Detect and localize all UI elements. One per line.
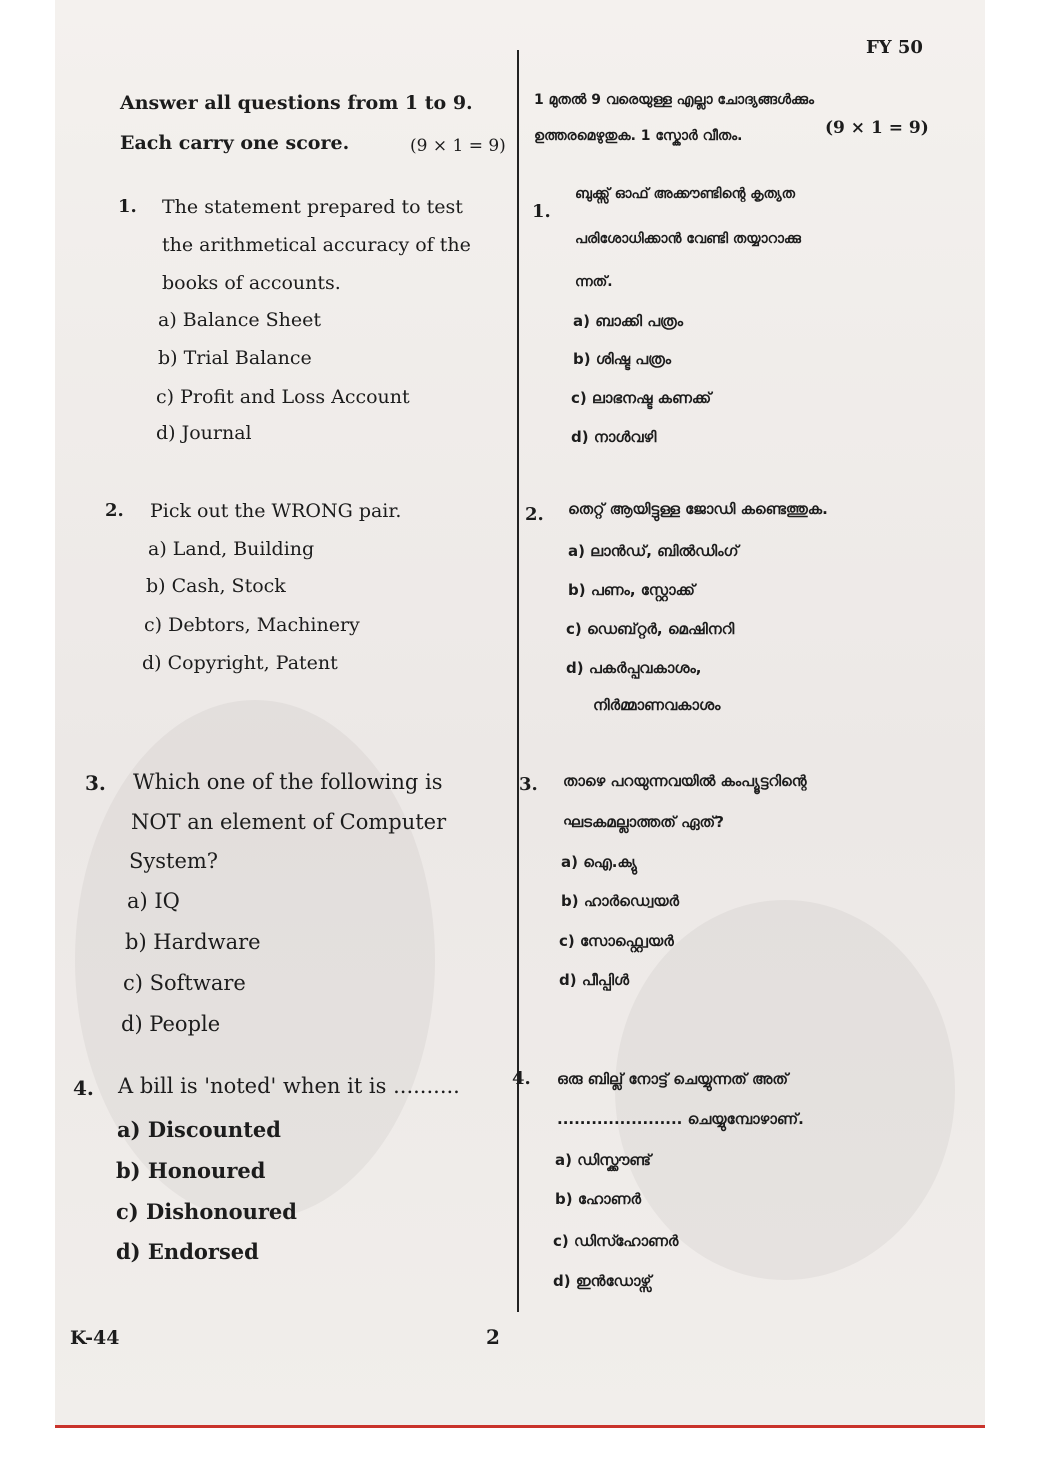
option: b) ശിഷ്ട പത്രം (573, 350, 672, 368)
question-text: A bill is 'noted' when it is .......... (118, 1074, 460, 1098)
question-text: Pick out the WRONG pair. (150, 500, 402, 522)
option: d) Journal (156, 422, 252, 444)
option: c) ഡെബ്റ്റർ, മെഷിനറി (566, 620, 735, 638)
question-text: ഘടകമല്ലാത്തത് ഏത്? (563, 813, 724, 831)
option: c) ഡിസ്ഹോണർ (553, 1232, 679, 1250)
question-text: The statement prepared to test (162, 196, 463, 218)
option: b) Hardware (125, 930, 261, 954)
question-number: 1. (532, 201, 551, 222)
column-divider (517, 50, 519, 1312)
question-number: 2. (105, 500, 124, 521)
option-continuation: നിർമ്മാണവകാശം (593, 696, 721, 714)
question-number: 2. (525, 504, 544, 525)
option: a) ഐ.ക്യു (561, 853, 637, 871)
option: b) പണം, സ്റ്റോക്ക് (568, 581, 695, 599)
option: b) ഹാർഡ്വെയർ (561, 892, 680, 910)
option: c) ലാഭനഷ്ട കണക്ക് (571, 389, 712, 407)
option: d) People (121, 1012, 221, 1036)
option: b) Trial Balance (158, 347, 312, 369)
question-number: 1. (118, 196, 137, 217)
question-text: NOT an element of Computer (131, 810, 447, 834)
option: c) സോഫ്റ്റ്വെയർ (559, 932, 674, 950)
option: b) Cash, Stock (146, 575, 286, 597)
question-text: ന്നത്. (575, 274, 613, 290)
question-text: ബുക്ക്സ് ഓഫ് അക്കൗണ്ടിന്റെ കൃത്യത (575, 186, 795, 202)
option: d) ഇൻഡോഴ്സ് (553, 1272, 652, 1290)
option: a) ഡിസ്ക്കൗണ്ട് (555, 1151, 651, 1169)
option: b) ഹോണർ (555, 1190, 642, 1208)
option: c) Profit and Loss Account (156, 386, 410, 408)
question-text: തെറ്റ് ആയിട്ടുള്ള ജോഡി കണ്ടെത്തുക. (568, 500, 828, 518)
instruction-en-line2: Each carry one score. (120, 132, 350, 154)
option: d) Copyright, Patent (142, 652, 338, 674)
instruction-ml-line2: ഉത്തരമെഴുതുക. 1 സ്കോർ വീതം. (534, 128, 743, 144)
option: d) Endorsed (116, 1239, 259, 1264)
page-number: 2 (486, 1325, 500, 1349)
option: b) Honoured (116, 1158, 266, 1183)
option: c) Debtors, Machinery (144, 614, 360, 636)
question-text: ...................... ചെയ്യുമ്പോഴാണ്. (557, 1110, 804, 1128)
option: d) പകർപ്പവകാശം, (566, 659, 702, 677)
option: a) Land, Building (148, 538, 315, 560)
instruction-en-score: (9 × 1 = 9) (410, 136, 506, 156)
option: a) ബാക്കി പത്രം (573, 312, 683, 330)
paper-smudge (615, 900, 955, 1280)
instruction-ml-score: (9 × 1 = 9) (825, 118, 929, 138)
instruction-en-line1: Answer all questions from 1 to 9. (120, 92, 473, 114)
question-text: താഴെ പറയുന്നവയിൽ കംപ്യൂട്ടറിന്റെ (563, 772, 807, 790)
option: a) Discounted (117, 1117, 281, 1142)
question-text: the arithmetical accuracy of the (162, 234, 471, 256)
option: c) Software (123, 971, 246, 995)
instruction-ml-line1: 1 മുതൽ 9 വരെയുള്ള എല്ലാ ചോദ്യങ്ങൾക്കും (534, 92, 814, 108)
question-text: പരിശോധിക്കാൻ വേണ്ടി തയ്യാറാക്കു (575, 231, 801, 247)
paper-code: FY 50 (866, 37, 923, 58)
option: d) നാൾവഴി (571, 428, 657, 446)
question-text: Which one of the following is (133, 770, 443, 794)
question-text: books of accounts. (162, 272, 341, 294)
question-number: 3. (85, 771, 106, 795)
question-text: ഒരു ബില്ല് നോട്ട് ചെയ്യുന്നത് അത് (557, 1070, 789, 1088)
option: a) IQ (127, 889, 180, 913)
question-number: 4. (512, 1068, 531, 1089)
question-number: 4. (73, 1076, 94, 1100)
footer-code: K-44 (70, 1327, 120, 1349)
option: c) Dishonoured (116, 1199, 297, 1224)
question-text: System? (129, 849, 219, 873)
option: a) Balance Sheet (158, 309, 322, 331)
option: d) പീപ്പിൾ (559, 971, 630, 989)
question-number: 3. (519, 774, 538, 795)
option: a) ലാൻഡ്, ബിൽഡിംഗ് (568, 542, 739, 560)
